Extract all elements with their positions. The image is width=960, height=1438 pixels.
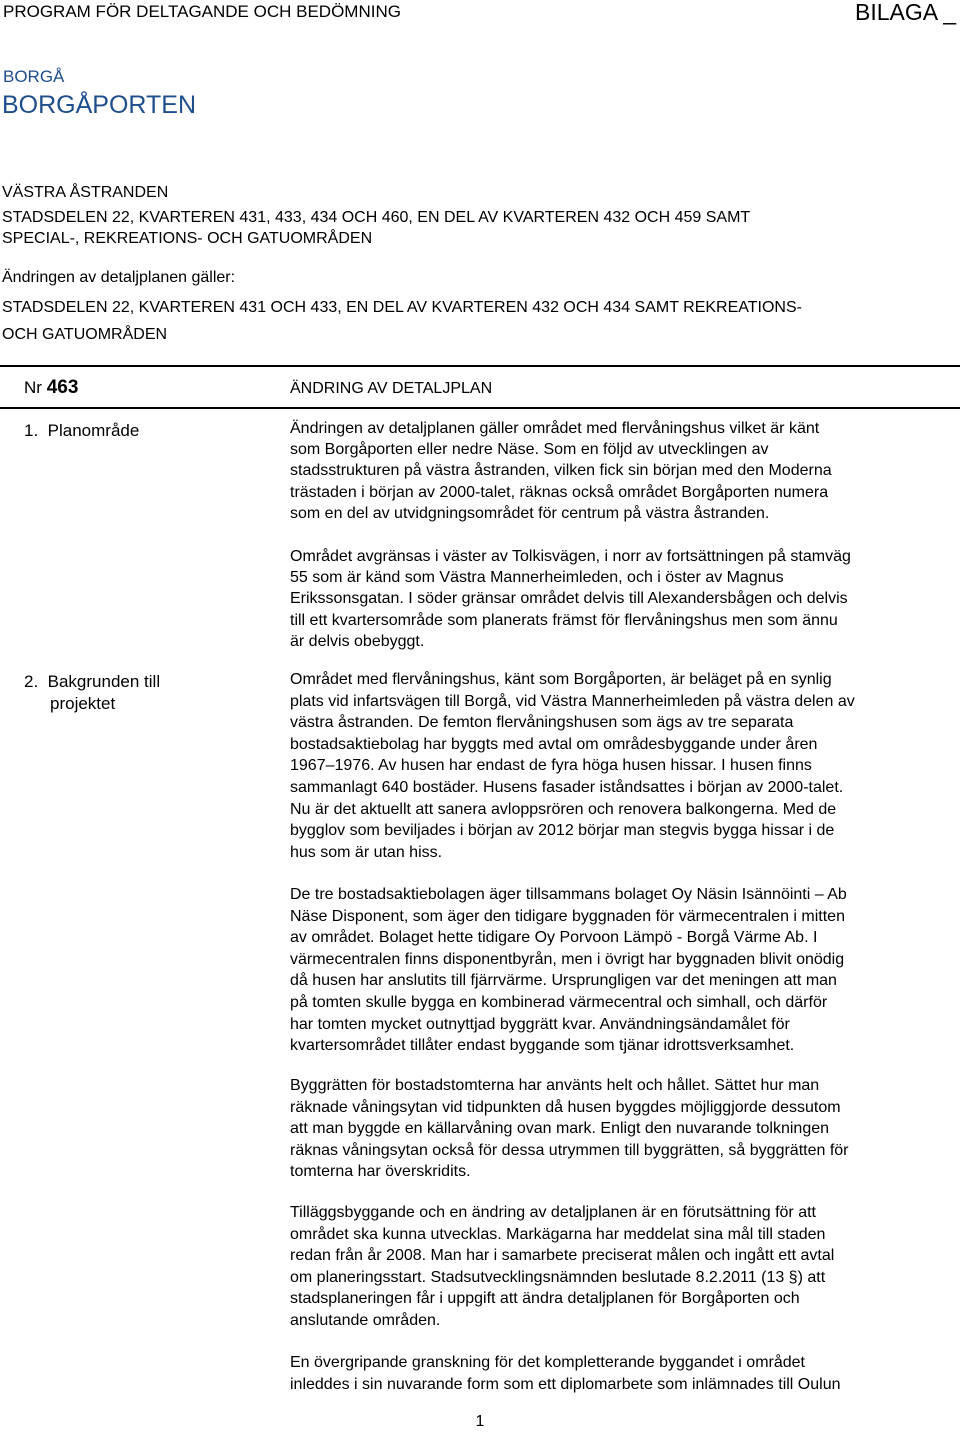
paragraph-line: Nu är det aktuellt att sanera avloppsrören och renovera balkongerna. Med de — [290, 800, 837, 818]
paragraph-line: Näse Disponent, som äger den tidigare byggnaden för värmecentralen i mitten — [290, 907, 845, 925]
section-number: 2. — [24, 672, 39, 691]
paragraph-line: till ett kvartersområde som planerats främst för flervåningshus men som ännu — [290, 611, 838, 629]
change-line: STADSDELEN 22, KVARTEREN 431 OCH 433, EN DEL AV KVARTEREN 432 OCH 434 SAMT REKREATIONS- — [2, 299, 802, 316]
change-intro: Ändringen av detaljplanen gäller: — [2, 269, 236, 286]
section-paragraph — [290, 884, 954, 1057]
section-title: Bakgrunden till — [47, 672, 161, 691]
paragraph-line: på tomten skulle bygga en kombinerad värmecentral och simhall, och därför — [290, 993, 828, 1011]
paragraph-line: räknade våningsytan vid tidpunkten då husen byggdes möjliggjorde dessutom — [290, 1098, 841, 1116]
page-number: 1 — [475, 1413, 485, 1430]
section-paragraph — [290, 418, 954, 524]
paragraph-line: 55 som är känd som Västra Mannerheimleden, och i öster av Magnus — [290, 569, 784, 587]
place-name: BORGÅPORTEN — [2, 91, 197, 119]
paragraph-line: är delvis obebyggt. — [290, 632, 425, 650]
paragraph-line: av området. Bolaget hette tidigare Oy Porvoon Lämpö - Borgå Värme Ab. I — [290, 929, 818, 947]
paragraph-line: hus som är utan hiss. — [290, 843, 443, 861]
section-paragraph — [290, 546, 954, 652]
section-heading — [24, 420, 139, 442]
paragraph-line: värmecentralen finns disponentbyrån, men i övrigt har byggnaden blivit onödig — [290, 950, 845, 968]
paragraph-line: som Borgåporten eller nedre Näse. Som en följd av utvecklingen av — [290, 441, 769, 459]
paragraph-line: Området avgränsas i väster av Tolkisvägen, i norr av fortsättningen på stamväg — [290, 548, 851, 565]
paragraph-line: att man byggde en källarvåning ovan mark. Enligt den nuvarande tolkningen — [290, 1120, 830, 1138]
paragraph-line: Området med flervåningshus, känt som Borgåporten, är beläget på en synlig — [290, 671, 832, 688]
paragraph-line: stadsstrukturen på västra åstranden, vilken fick sin början med den Moderna — [290, 462, 832, 480]
change-line: OCH GATUOMRÅDEN — [2, 326, 168, 343]
section-paragraph — [290, 1352, 954, 1395]
paragraph-line: stadsplaneringen får i uppgift att ändra detaljplanen för Borgåporten och — [290, 1290, 800, 1308]
paragraph-line: västra åstranden. De femton flervåningshusen som ägs av tre separata — [290, 714, 794, 732]
paragraph-line: plats vid infartsvägen till Borgå, vid Västra Mannerheimleden på västra delen av — [290, 692, 855, 710]
document-header: PROGRAM FÖR DELTAGANDE OCH BEDÖMNING — [3, 2, 401, 21]
paragraph-line: trästaden i början av 2000-talet, räknas också området Borgåporten numera — [290, 483, 829, 501]
paragraph-line: som en del av utvidgningsområdet för centrum på västra åstranden. — [290, 504, 770, 522]
paragraph-line: Byggrätten för bostadstomterna har använts helt och hållet. Sättet hur man — [290, 1077, 820, 1094]
paragraph-line: då husen har anslutits till fjärrvärme. Ursprungligen var det meningen att man — [290, 972, 837, 990]
paragraph-line: tomterna har överskridits. — [290, 1163, 471, 1181]
paragraph-line: Ändringen av detaljplanen gäller området med flervåningshus vilket är känt — [290, 420, 820, 437]
section-number: 1. — [24, 421, 39, 440]
paragraph-line: bostadsaktiebolag har byggts med avtal om områdesbyggande under åren — [290, 735, 818, 753]
paragraph-line: har tomten mycket outnyttjad byggrätt kvar. Användningsändamålet för — [290, 1015, 790, 1033]
area-block — [2, 182, 750, 249]
paragraph-line: De tre bostadsaktiebolagen äger tillsammans bolaget Oy Näsin Isännöinti – Ab — [290, 886, 847, 903]
paragraph-line: Tilläggsbyggande och en ändring av detaljplanen är en förutsättning för att — [290, 1204, 816, 1221]
section-paragraph — [290, 1202, 954, 1332]
paragraph-line: inleddes i sin nuvarande form som ett diplomarbete som inlämnades till Oulun — [290, 1375, 841, 1393]
area-line: VÄSTRA ÅSTRANDEN — [2, 184, 169, 201]
paragraph-line: bygglov som beviljades i början av 2012 börjar man stegvis bygga hissar i de — [290, 822, 835, 840]
paragraph-line: anslutande områden. — [290, 1311, 441, 1329]
paragraph-line: området ska kunna utvecklas. Markägarna har meddelat sina mål till staden — [290, 1225, 826, 1243]
paragraph-line: 1967–1976. Av husen har endast de fyra höga husen hissar. I husen finns — [290, 757, 812, 775]
paragraph-line: räknas våningsytan också för dessa utrymmen till byggrätten, så byggrätten för — [290, 1141, 849, 1159]
section-title: Planområde — [47, 421, 140, 440]
plan-number-value: 463 — [46, 377, 79, 398]
section-paragraph — [290, 669, 954, 863]
paragraph-line: En övergripande granskning för det kompletterande byggandet i området — [290, 1354, 805, 1371]
paragraph-line: Erikssonsgatan. I söder gränsar området delvis till Alexandersbågen och delvis — [290, 590, 848, 608]
paragraph-line: om planeringsstart. Stadsutvecklingsnämnden beslutade 8.2.2011 (13 §) att — [290, 1268, 826, 1286]
plan-number — [24, 377, 78, 399]
plan-number-row — [0, 365, 960, 409]
section-paragraph — [290, 1075, 954, 1183]
section-title-continued: projektet — [50, 694, 116, 713]
section-heading — [24, 671, 160, 715]
paragraph-line: redan från år 2008. Man har i samarbete preciserat målen och ingått ett avtal — [290, 1247, 835, 1265]
plan-title: ÄNDRING AV DETALJPLAN — [290, 380, 493, 397]
paragraph-line: sammanlagt 640 bostäder. Husens fasader iståndsattes i början av 2000-talet. — [290, 778, 844, 796]
area-line: SPECIAL-, REKREATIONS- OCH GATUOMRÅDEN — [2, 230, 373, 247]
paragraph-line: kvartersområdet tillåter endast byggande som tjänar idrottsverksamhet. — [290, 1037, 795, 1055]
city-name: BORGÅ — [3, 67, 65, 86]
area-line: STADSDELEN 22, KVARTEREN 431, 433, 434 OCH 460, EN DEL AV KVARTEREN 432 OCH 459 SAMT — [2, 209, 751, 226]
change-block — [2, 267, 802, 345]
plan-number-label: Nr — [24, 378, 42, 397]
attachment-label: BILAGA _ — [854, 0, 956, 25]
